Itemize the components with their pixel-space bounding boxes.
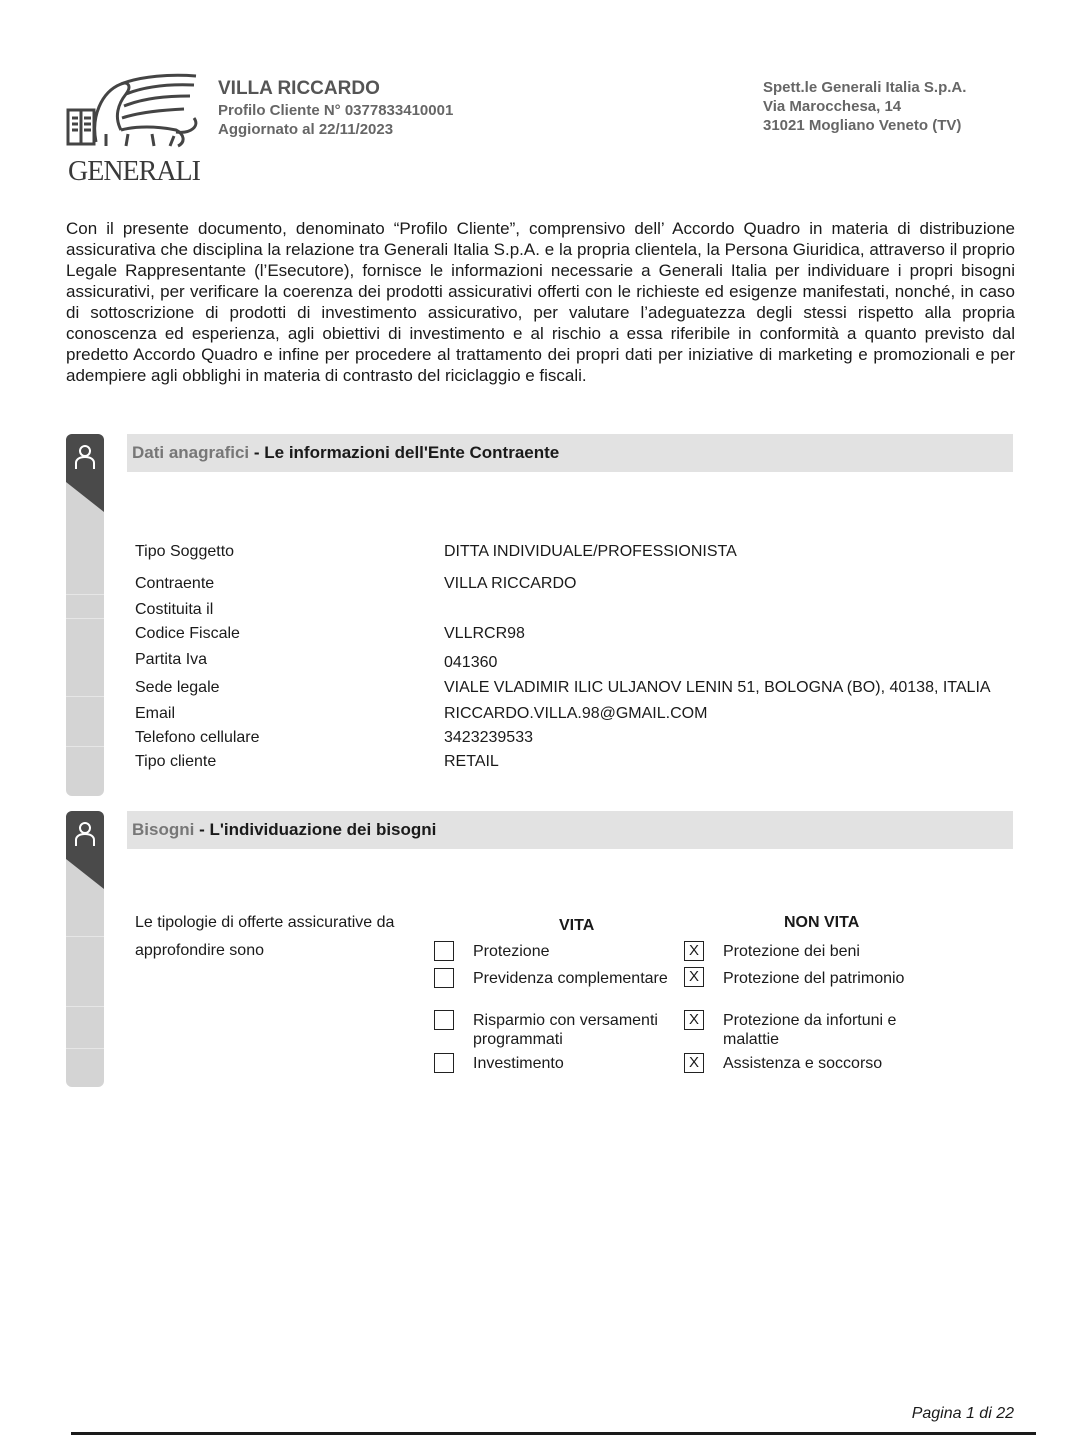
label-investimento: Investimento (473, 1055, 564, 1072)
label-risparmio: Risparmio con versamenti (473, 1012, 658, 1029)
field-label-partita-iva: Partita Iva (135, 651, 208, 668)
vita-column-header: VITA (559, 917, 595, 934)
field-value-tipo-soggetto: DITTA INDIVIDUALE/PROFESSIONISTA (444, 543, 737, 560)
recipient-name: Spett.le Generali Italia S.p.A. (763, 79, 967, 96)
field-value-email: RICCARDO.VILLA.98@GMAIL.COM (444, 705, 708, 722)
section-tab-bisogni (66, 811, 104, 1087)
checkbox-previdenza[interactable] (434, 968, 454, 988)
checkbox-investimento[interactable] (434, 1053, 454, 1073)
field-value-sede-legale: VIALE VLADIMIR ILIC ULJANOV LENIN 51, BOLOGNA (BO), 40138, ITALIA (444, 679, 991, 696)
checkbox-risparmio[interactable] (434, 1010, 454, 1030)
field-label-contraente: Contraente (135, 575, 215, 592)
generali-logo (66, 72, 202, 187)
field-label-tipo-soggetto: Tipo Soggetto (135, 543, 235, 560)
field-value-tipo-cliente: RETAIL (444, 753, 499, 770)
winged-lion-icon (66, 72, 202, 154)
recipient-street: Via Marocchesa, 14 (763, 98, 902, 115)
checkbox-protezione-patrimonio[interactable]: X (684, 967, 704, 987)
label-protezione-infortuni: Protezione da infortuni e (723, 1012, 897, 1029)
section-header-bisogni (127, 811, 1013, 849)
label-assistenza: Assistenza e soccorso (723, 1055, 883, 1072)
label-protezione: Protezione (473, 943, 550, 960)
section-tab-anagrafici (66, 434, 104, 796)
label-previdenza: Previdenza complementare (473, 970, 668, 987)
person-icon (74, 821, 96, 852)
recipient-city: 31021 Mogliano Veneto (TV) (763, 117, 962, 134)
section-title: - Le informazioni dell'Ente Contraente (249, 443, 560, 462)
checkbox-assistenza[interactable]: X (684, 1053, 704, 1073)
updated-date: Aggiornato al 22/11/2023 (218, 121, 394, 138)
label-risparmio-cont: programmati (473, 1031, 563, 1048)
checkbox-protezione[interactable] (434, 941, 454, 961)
client-name: VILLA RICCARDO (218, 78, 380, 99)
field-value-partita-iva: 041360 (444, 654, 498, 671)
label-protezione-beni: Protezione dei beni (723, 943, 860, 960)
field-value-telefono: 3423239533 (444, 729, 533, 746)
field-label-tipo-cliente: Tipo cliente (135, 753, 217, 770)
page-number: Pagina 1 di 22 (911, 1405, 1014, 1422)
label-protezione-infortuni-cont: malattie (723, 1031, 780, 1048)
checkbox-protezione-beni[interactable]: X (684, 941, 704, 961)
field-label-telefono: Telefono cellulare (135, 729, 260, 746)
checkbox-protezione-infortuni[interactable]: X (684, 1010, 704, 1030)
logo-wordmark: GENERALI (68, 156, 200, 187)
field-value-codice-fiscale: VLLRCR98 (444, 625, 525, 642)
footer-divider (71, 1432, 1036, 1435)
intro-paragraph: Con il presente documento, denominato “Profilo Cliente”, comprensivo dell’ Accordo Quadro in materia di distribuzione assicurativa che disciplina la relazione tra Generali Italia S.p.A. e la propria clientela, la Persona Giuridica, attraverso il proprio Legale Rappresentante (l’Esecutore), fornisce le informazioni necessarie a Generali Italia per individuare i propri bisogni assicurativi, per verificare la coerenza dei prodotti assicurativi offerti con le richieste ed esigenze manifestati, nonché, in caso di sottoscrizione di prodotti di investimento assicurativo, per valutare l’adeguatezza degli stessi rispetto alla propria conoscenza ed esperienza, agli obiettivi di investimento e al rischio a essa riferibile in conformità a quanto previsto dal predetto Accordo Quadro e infine per procedere al trattamento dei propri dati per iniziative di marketing e promozionali e per adempiere agli obblighi in materia di contrasto del riciclaggio e fiscali. (66, 219, 1015, 385)
field-value-contraente: VILLA RICCARDO (444, 575, 577, 592)
field-label-codice-fiscale: Codice Fiscale (135, 625, 240, 642)
needs-question-line1: Le tipologie di offerte assicurative da (135, 914, 395, 931)
needs-question-line2: approfondire sono (135, 942, 264, 959)
section-key: Dati anagrafici (132, 443, 250, 462)
section-title: - L'individuazione dei bisogni (194, 820, 437, 839)
field-label-costituita: Costituita il (135, 601, 214, 618)
section-key: Bisogni (132, 820, 195, 839)
label-protezione-patrimonio: Protezione del patrimonio (723, 970, 905, 987)
field-label-email: Email (135, 705, 176, 722)
section-header-anagrafici (127, 434, 1013, 472)
person-icon (74, 444, 96, 475)
profile-number: Profilo Cliente N° 0377833410001 (218, 102, 454, 119)
field-label-sede-legale: Sede legale (135, 679, 220, 696)
nonvita-column-header: NON VITA (784, 914, 860, 931)
